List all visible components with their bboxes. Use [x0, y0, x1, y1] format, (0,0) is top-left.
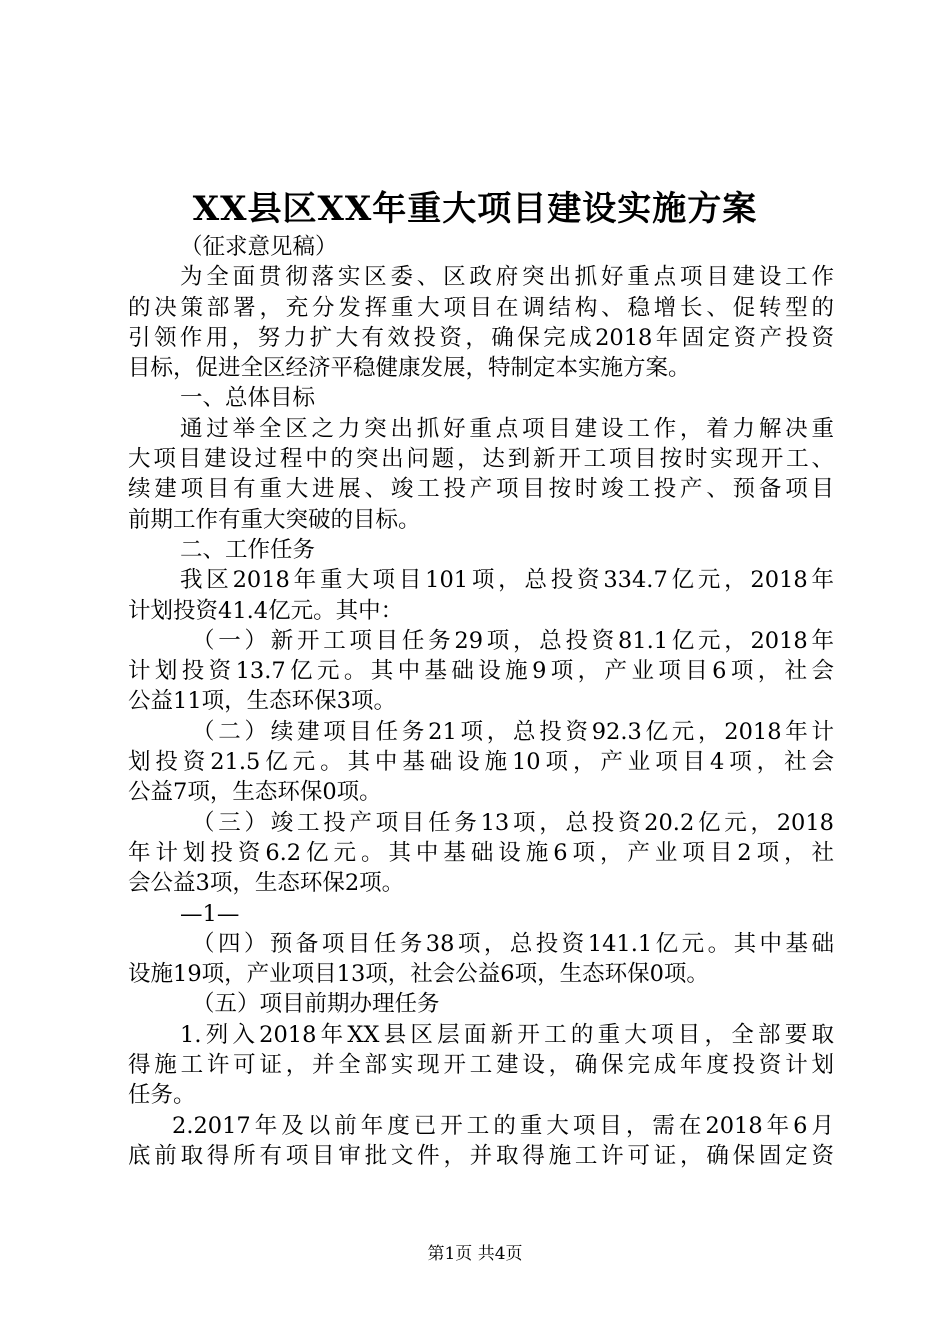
paragraph-line: 1.列入2018年XX县区层面新开工的重大项目，全部要取: [180, 1021, 834, 1048]
document-title: XX县区XX年重大项目建设实施方案: [192, 189, 758, 229]
paragraph-line: （二）续建项目任务21项，总投资92.3亿元，2018年计: [192, 718, 834, 745]
paragraph-line: 设施19项，产业项目13项，社会公益6项，生态环保0项。: [128, 961, 709, 988]
paragraph-line: 目标，促进全区经济平稳健康发展，特制定本实施方案。: [128, 355, 691, 382]
section-heading: 一、总体目标: [180, 385, 316, 412]
section-heading: 二、工作任务: [180, 536, 316, 563]
paragraph-line: 2.2017年及以前年度已开工的重大项目，需在2018年6月: [172, 1112, 834, 1139]
paragraph-line: 计划投资13.7亿元。其中基础设施9项，产业项目6项，社会: [128, 658, 834, 685]
paragraph-line: （四）预备项目任务38项，总投资141.1亿元。其中基础: [192, 930, 834, 957]
paragraph-line: 得施工许可证，并全部实现开工建设，确保完成年度投资计划: [128, 1052, 834, 1079]
page-footer: 第1页 共4页: [427, 1244, 523, 1264]
paragraph-line: 续建项目有重大进展、竣工投产项目按时竣工投产、预备项目: [128, 476, 834, 503]
paragraph-line: （一）新开工项目任务29项，总投资81.1亿元，2018年: [192, 627, 834, 654]
paragraph-line: 计划投资41.4亿元。其中：: [128, 597, 404, 624]
paragraph-line: 通过举全区之力突出抓好重点项目建设工作，着力解决重: [180, 415, 834, 442]
paragraph-line: 大项目建设过程中的突出问题，达到新开工项目按时实现开工、: [128, 446, 834, 473]
paragraph-line: 公益7项，生态环保0项。: [128, 779, 382, 806]
paragraph-line: 年计划投资6.2亿元。其中基础设施6项，产业项目2项，社: [128, 839, 834, 866]
paragraph-line: （三）竣工投产项目任务13项，总投资20.2亿元，2018: [192, 809, 834, 836]
paragraph-line: 为全面贯彻落实区委、区政府突出抓好重点项目建设工作: [180, 264, 834, 291]
paragraph-line: 会公益3项，生态环保2项。: [128, 870, 405, 897]
paragraph-line: 划投资21.5亿元。其中基础设施10项，产业项目4项，社会: [128, 749, 834, 776]
draft-note: （征求意见稿）: [180, 234, 338, 260]
paragraph-line: 我区2018年重大项目101项，总投资334.7亿元，2018年: [180, 567, 834, 594]
paragraph-line: 前期工作有重大突破的目标。: [128, 506, 421, 533]
paragraph-line: 公益11项，生态环保3项。: [128, 688, 396, 715]
section-heading: （五）项目前期办理任务: [192, 991, 440, 1018]
inline-page-marker: —1—: [180, 900, 240, 927]
paragraph-line: 的决策部署，充分发挥重大项目在调结构、稳增长、促转型的: [128, 294, 834, 321]
paragraph-line: 底前取得所有项目审批文件，并取得施工许可证，确保固定资: [128, 1142, 834, 1169]
paragraph-line: 引领作用，努力扩大有效投资，确保完成2018年固定资产投资: [128, 324, 834, 351]
document-body: [128, 232, 834, 1171]
paragraph-line: 任务。: [128, 1082, 196, 1109]
